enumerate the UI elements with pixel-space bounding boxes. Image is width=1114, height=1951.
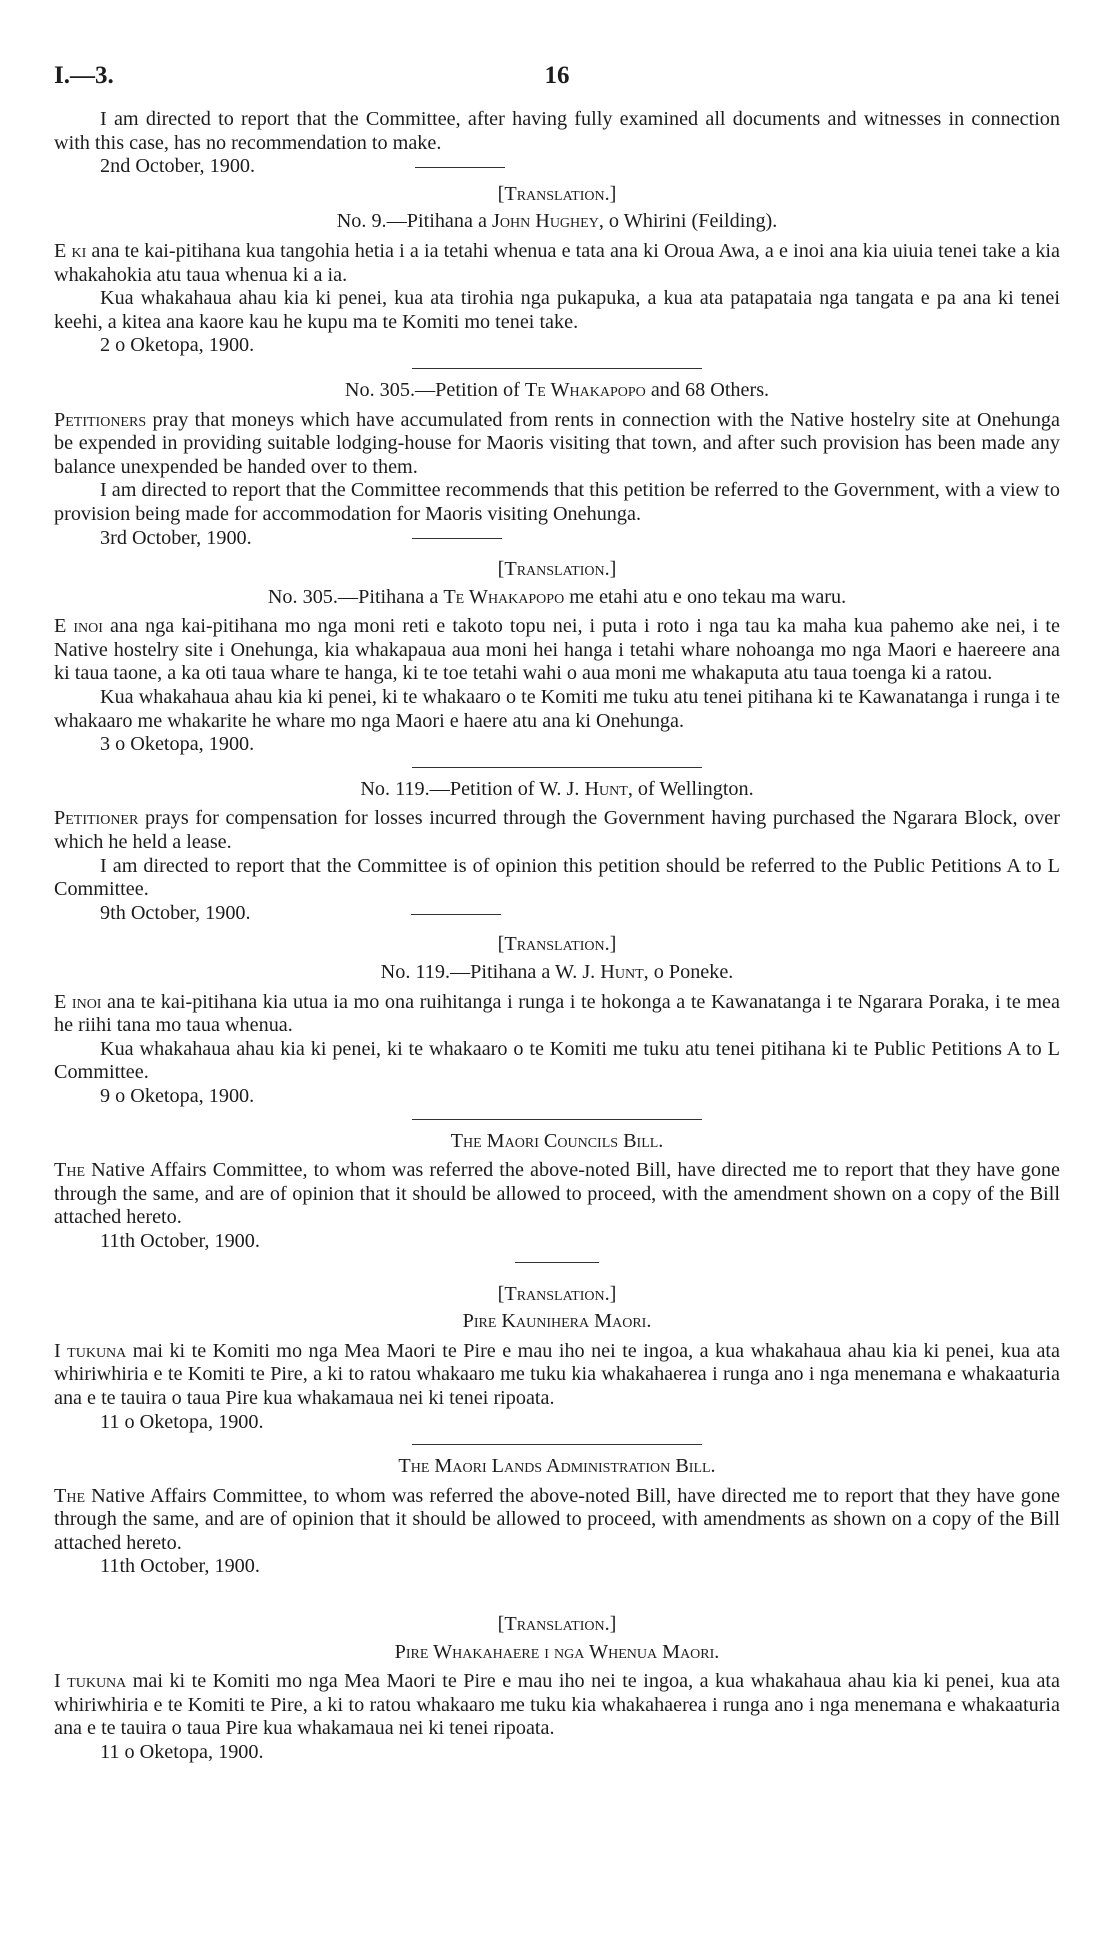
section-rule bbox=[412, 368, 702, 369]
report-date: 9th October, 1900. bbox=[100, 901, 251, 924]
bill-paragraph: The Native Affairs Committee, to whom was referred the above-noted Bill, have directed me to report that they have gone through the same, and are of opinion that it should be allowed to proceed, with the amendment shown on a copy of the Bill attached hereto. bbox=[54, 1159, 1060, 1229]
report-paragraph: Kua whakahaua ahau kia ki penei, ki te whakaaro o te Komiti me tuku atu tenei pitihana ki te Kawanatanga i runga i te whakaaro me whakarite he whare mo nga Maori e haere atu ana ki Onehunga. bbox=[54, 686, 1060, 732]
translation-label: [Translation.] bbox=[497, 182, 617, 205]
petition-title: No. 119.—Pitihana a W. J. Hunt, o Poneke. bbox=[380, 961, 734, 983]
petition-paragraph: Petitioners pray that moneys which have accumulated from rents in connection with the Native hostelry site at Onehunga be expended in providing suitable lodging-house for Maoris visiting that town, and after such provision has been made any balance unexpended be handed over to them. bbox=[54, 408, 1060, 478]
translation-label: [Translation.] bbox=[497, 558, 617, 581]
bill-title: The Maori Lands Administration Bill. bbox=[398, 1455, 716, 1478]
report-paragraph: Kua whakahaua ahau kia ki penei, kua ata tirohia nga pukapuka, a kua ata patapataia nga tangata e pa ana ki tenei keehi, a kitea ana kaore kau he kupu ma te Komiti mo tenei take. bbox=[54, 287, 1060, 333]
page-header bbox=[54, 60, 1060, 100]
petition-title: No. 305.—Petition of Te Whakapopo and 68 Others. bbox=[344, 378, 770, 401]
bill-paragraph: I tukuna mai ki te Komiti mo nga Mea Maori te Pire e mau iho nei te ingoa, a kua whakahaua ahau kia ki penei, kua ata whiriwhiria e te Komiti te Pire, a ki to ratou whakaaro me tuku kia whakahaerea i runga ano i nga menemana e whakaaturia ana e te tauira o taua Pire kua whakamaua nei ki tenei ripoata. bbox=[54, 1339, 1060, 1409]
page-number: 16 bbox=[544, 62, 570, 89]
section-rule bbox=[412, 767, 702, 768]
report-date: 3 o Oketopa, 1900. bbox=[100, 733, 255, 756]
report-paragraph: I am directed to report that the Committee, after having fully examined all documents and witnesses in connection with this case, has no recommendation to make. bbox=[54, 108, 1060, 154]
section-rule bbox=[412, 1444, 702, 1445]
report-date: 3rd October, 1900. bbox=[100, 526, 252, 549]
petition-title: No. 9.—Pitihana a John Hughey, o Whirini (Feilding). bbox=[336, 210, 778, 233]
report-date: 2nd October, 1900. bbox=[100, 155, 256, 178]
bill-paragraph: I tukuna mai ki te Komiti mo nga Mea Maori te Pire e mau iho nei te ingoa, a kua whakahaua ahau kia ki penei, kua ata whiriwhiria e te Komiti te Pire, a ki to ratou whakaaro me tuku kia whakahaerea i runga ano i nga menemana e whakaaturia ana e te tauira o taua Pire kua whakamaua nei ki tenei ripoata. bbox=[54, 1670, 1060, 1740]
report-paragraph: I am directed to report that the Committee recommends that this petition be referred to the Government, with a view to provision being made for accommodation for Maoris visiting Onehunga. bbox=[54, 479, 1060, 525]
report-date: 11 o Oketopa, 1900. bbox=[100, 1410, 264, 1433]
report-date: 11th October, 1900. bbox=[100, 1555, 260, 1578]
short-rule bbox=[415, 167, 505, 168]
translation-label: [Translation.] bbox=[497, 1282, 617, 1305]
report-date: 11 o Oketopa, 1900. bbox=[100, 1741, 264, 1764]
report-date: 2 o Oketopa, 1900. bbox=[100, 334, 255, 357]
report-date: 9 o Oketopa, 1900. bbox=[100, 1084, 255, 1107]
section-rule bbox=[412, 1119, 702, 1120]
petition-paragraph: E ki ana te kai-pitihana kua tangohia hetia i a ia tetahi whenua e tata ana ki Oroua Awa, a e inoi ana kia uiuia tenei take a kia whakahokia atu taua whenua ki a ia. bbox=[54, 239, 1060, 286]
report-date: 11th October, 1900. bbox=[100, 1229, 260, 1252]
report-paragraph: Kua whakahaua ahau kia ki penei, ki te whakaaro o te Komiti me tuku atu tenei pitihana ki te Public Petitions A to L Committee. bbox=[54, 1037, 1060, 1084]
petition-title: No. 119.—Petition of W. J. Hunt, of Wellington. bbox=[360, 777, 754, 800]
petition-paragraph: E inoi ana nga kai-pitihana mo nga moni reti e takoto topu nei, i puta i roto i nga tau ka maha kua pahemo ake nei, i te Native hostelry site i Onehunga, kia whakapaua aua moni hei hanga i tetahi whare nohoanga mo nga Maori e haereere ana ki taua taone, a ka oti taua whare te hanga, ki te toe tetahi wahi o aua moni me whakaputa atu taua toenga ki a ratou. bbox=[54, 615, 1060, 685]
bill-title: Pire Whakahaere i nga Whenua Maori. bbox=[394, 1640, 720, 1663]
report-paragraph: I am directed to report that the Committee is of opinion this petition should be referred to the Public Petitions A to L Committee. bbox=[54, 854, 1060, 901]
bill-paragraph: The Native Affairs Committee, to whom was referred the above-noted Bill, have directed me to report that they have gone through the same, and are of opinion that it should be allowed to proceed, with amendments as shown on a copy of the Bill attached hereto. bbox=[54, 1484, 1060, 1554]
paper-reference: I.—3. bbox=[54, 62, 114, 89]
short-rule bbox=[411, 914, 501, 915]
bill-title: The Maori Councils Bill. bbox=[450, 1129, 664, 1152]
translation-label: [Translation.] bbox=[497, 933, 617, 956]
petition-title: No. 305.—Pitihana a Te Whakapopo me etahi atu e ono tekau ma waru. bbox=[267, 585, 847, 608]
petition-paragraph: Petitioner prays for compensation for losses incurred through the Government having purchased the Ngarara Block, over which he held a lease. bbox=[54, 807, 1060, 854]
petition-paragraph: E inoi ana te kai-pitihana kia utua ia mo ona ruihitanga i runga i te hokonga a te Kawanatanga i te Ngarara Poraka, i te mea he riihi tana mo taua whenua. bbox=[54, 990, 1060, 1037]
translation-label: [Translation.] bbox=[497, 1613, 617, 1636]
short-rule bbox=[412, 538, 502, 539]
bill-title: Pire Kaunihera Maori. bbox=[462, 1310, 652, 1333]
